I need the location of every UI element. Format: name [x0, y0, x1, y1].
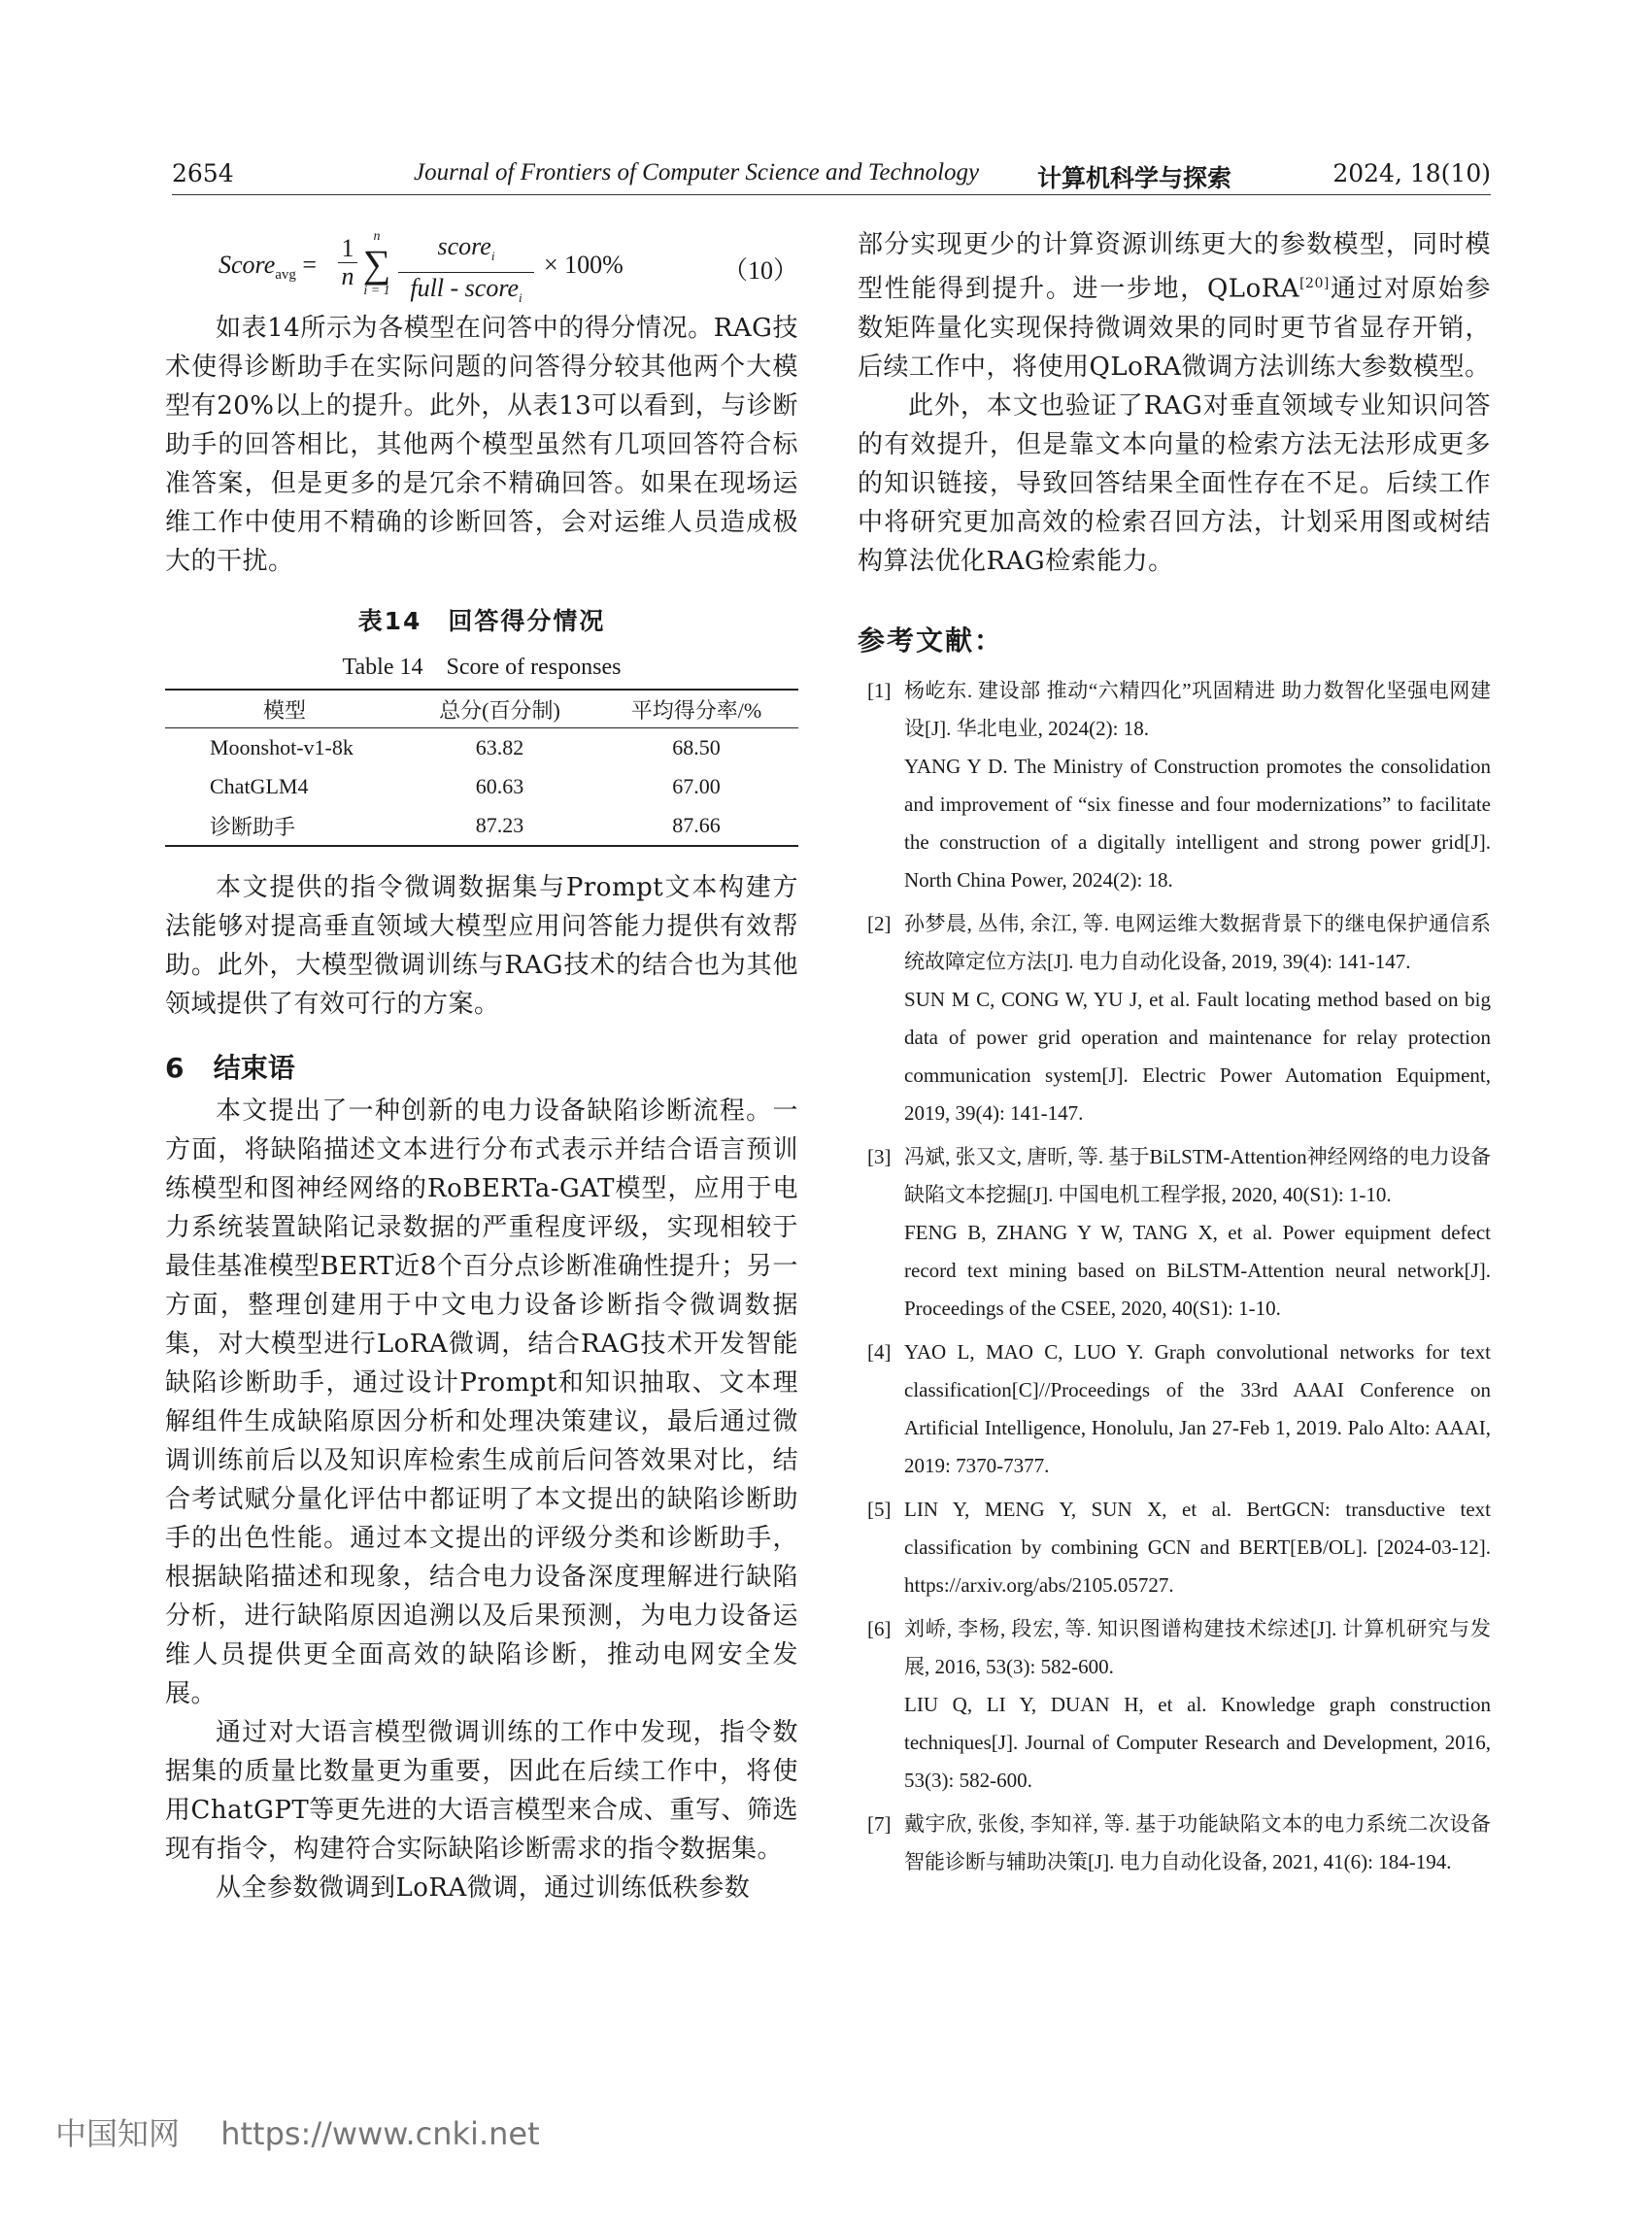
equation-fraction: $\frac{1}{n}$	[338, 235, 357, 290]
journal-name-en: Journal of Frontiers of Computer Science and Technology	[414, 159, 980, 186]
body-paragraph: 本文提出了一种创新的电力设备缺陷诊断流程。一方面，将缺陷描述文本进行分布式表示并结合语言预训练模型和图神经网络的RoBERTa-GAT模型，应用于电力系统装置缺陷记录数据的严重程度评级，实现相较于最佳基准模型BERT近8个百分点诊断准确性提升；另一方面，整理创建用于中文电力设备诊断指令微调数据集，对大模型进行LoRA微调，结合RAG技术开发智能缺陷诊断助手，通过设计Prompt和知识抽取、文本理解组件生成缺陷原因分析和处理决策建议，最后通过微调训练前后以及知识库检索生成前后问答效果对比，结合考试赋分量化评估中都证明了本文提出的缺陷诊断助手的出色性能。通过本文提出的评级分类和诊断助手，根据缺陷描述和现象，结合电力设备深度理解进行缺陷分析，进行缺陷原因追溯以及后果预测，为电力设备运维人员提供更全面高效的缺陷诊断，推动电网安全发展。	[165, 1096, 798, 1708]
column-header: 模型	[165, 690, 405, 728]
section-heading	[165, 1047, 798, 1086]
table-cell: 68.50	[672, 735, 721, 759]
table-cell: 87.66	[672, 813, 721, 837]
running-header	[172, 155, 1491, 195]
summation-symbol: n ∑ i = 1	[362, 229, 391, 298]
table-row	[165, 728, 798, 768]
cnki-watermark	[55, 2109, 540, 2154]
reference-text-cn: 刘峤, 李杨, 段宏, 等. 知识图谱构建技术综述[J]. 计算机研究与发展, 2016, 53(3): 582-600.	[904, 1616, 1491, 1678]
reference-text-en: FENG B, ZHANG Y W, TANG X, et al. Power equipment defect record text mining based on BiLSTM-Attention neural network[J]. Proceedings of the CSEE, 2020, 40(S1): 1-10.	[904, 1220, 1491, 1320]
citation: [20]	[1299, 276, 1330, 291]
score-table	[165, 689, 798, 847]
reference-number: [5]	[867, 1497, 892, 1521]
table-cell: Moonshot-v1-8k	[210, 735, 354, 759]
reference-number: [4]	[867, 1339, 892, 1364]
section-title: 结束语	[213, 1052, 295, 1084]
reference-text-cn: 孙梦晨, 丛伟, 余江, 等. 电网运维大数据背景下的继电保护通信系统故障定位方法[J]. 电力自动化设备, 2019, 39(4): 141-147.	[904, 911, 1491, 973]
table-cell: 67.00	[672, 774, 721, 798]
table-row	[165, 806, 798, 846]
equation-tail: × 100%	[544, 251, 624, 279]
table-header-row	[165, 690, 798, 728]
reference-number: [6]	[867, 1616, 892, 1640]
reference-number: [1]	[867, 678, 892, 702]
body-paragraph: 部分实现更少的计算资源训练更大的参数模型，同时模型性能得到提升。进一步地，QLoRA[20]通过对原始参数矩阵量化实现保持微调效果的同时更节省显存开销，后续工作中，将使用QLoRA微调方法训练大参数模型。	[858, 230, 1491, 382]
section-number: 6	[165, 1052, 185, 1084]
reference-item	[858, 905, 1491, 1132]
journal-name-cn: 计算机科学与探索	[1037, 164, 1232, 192]
reference-item	[858, 1610, 1491, 1800]
reference-number: [7]	[867, 1811, 892, 1836]
page-number: 2654	[172, 159, 234, 187]
table-cell: 诊断助手	[210, 814, 296, 839]
body-paragraph: 此外，本文也验证了RAG对垂直领域专业知识问答的有效提升，但是靠文本向量的检索方法无法形成更多的知识链接，导致回答结果全面性存在不足。后续工作中将研究更加高效的检索召回方法，计划采用图或树结构算法优化RAG检索能力。	[858, 390, 1491, 576]
body-paragraph: 通过对大语言模型微调训练的工作中发现，指令数据集的质量比数量更为重要，因此在后续工作中，将使用ChatGPT等更先进的大语言模型来合成、重写、筛选现有指令，构建符合实际缺陷诊断需求的指令数据集。	[165, 1718, 798, 1864]
reference-text-en: SUN M C, CONG W, YU J, et al. Fault locating method based on big data of power grid operation and maintenance for relay protection communication system[J]. Electric Power Automation Equipment, 2019, 39(4): 141-147.	[904, 987, 1491, 1125]
right-column	[858, 225, 1491, 1887]
body-paragraph: 从全参数微调到LoRA微调，通过训练低秩参数	[216, 1873, 751, 1903]
table-caption-en: Table 14 Score of responses	[342, 655, 622, 680]
reference-item	[858, 1138, 1491, 1328]
table-cell: 87.23	[475, 813, 524, 837]
column-header: 总分(百分制)	[405, 690, 594, 728]
watermark-site: 中国知网	[55, 2115, 181, 2152]
equation-number: （10）	[722, 256, 798, 285]
watermark-url: https://www.cnki.net	[220, 2115, 540, 2152]
table-row	[165, 767, 798, 806]
reference-number: [3]	[867, 1144, 892, 1168]
reference-number: [2]	[867, 911, 892, 935]
references-heading: 参考文献：	[858, 624, 1004, 657]
equation-10	[165, 225, 798, 305]
body-paragraph: 如表14所示为各模型在问答中的得分情况。RAG技术使得诊断助手在实际问题的问答得分较其他两个大模型有20%以上的提升。此外，从表13可以看到，与诊断助手的回答相比，其他两个模型虽然有几项回答符合标准答案，但是更多的是冗余不精确回答。如果在现场运维工作中使用不精确的诊断回答，会对运维人员造成极大的干扰。	[165, 314, 798, 576]
body-paragraph: 本文提供的指令微调数据集与Prompt文本构建方法能够对提高垂直领域大模型应用问答能力提供有效帮助。此外，大模型微调训练与RAG技术的结合也为其他领域提供了有效可行的方案。	[165, 873, 798, 1019]
reference-text-en: LIU Q, LI Y, DUAN H, et al. Knowledge graph construction techniques[J]. Journal of Computer Research and Development, 2016, 53(3): 582-600.	[904, 1692, 1491, 1792]
equation-lhs: Score$_{avg}$ =	[219, 251, 318, 284]
reference-item	[858, 1333, 1491, 1485]
equation-inner-fraction: score$_i$ full - score$_i$	[398, 231, 534, 314]
reference-text-en: LIN Y, MENG Y, SUN X, et al. BertGCN: transductive text classification by combining GCN and BERT[EB/OL]. [2024-03-12]. https://arxiv.org/abs/2105.05727.	[904, 1497, 1491, 1597]
table-cell: 63.82	[475, 735, 524, 759]
table-caption-cn: 表14 回答得分情况	[357, 607, 606, 635]
left-column	[165, 225, 798, 1907]
reference-text-en: YAO L, MAO C, LUO Y. Graph convolutional networks for text classification[C]//Proceedings of the 33rd AAAI Conference on Artificial Intelligence, Honolulu, Jan 27-Feb 1, 2019. Palo Alto: AAAI, 2019: 7370-7377.	[904, 1339, 1491, 1477]
volume-issue: 2024, 18(10)	[1332, 159, 1491, 187]
reference-item	[858, 1491, 1491, 1604]
reference-item	[858, 1805, 1491, 1881]
reference-text-en: YANG Y D. The Ministry of Construction promotes the consolidation and improvement of “six finesse and four modernizations” to facilitate the construction of a digitally intelligent and strong power grid[J]. North China Power, 2024(2): 18.	[904, 754, 1491, 892]
table-cell: ChatGLM4	[210, 774, 309, 798]
reference-text-cn: 戴宇欣, 张俊, 李知祥, 等. 基于功能缺陷文本的电力系统二次设备智能诊断与辅助决策[J]. 电力自动化设备, 2021, 41(6): 184-194.	[904, 1811, 1491, 1873]
reference-text-cn: 杨屹东. 建设部 推动“六精四化”巩固精进 助力数智化坚强电网建设[J]. 华北电业, 2024(2): 18.	[904, 678, 1491, 740]
reference-item	[858, 672, 1491, 899]
column-header: 平均得分率/%	[594, 690, 798, 728]
table-cell: 60.63	[475, 774, 524, 798]
reference-text-cn: 冯斌, 张又文, 唐昕, 等. 基于BiLSTM-Attention神经网络的电力设备缺陷文本挖掘[J]. 中国电机工程学报, 2020, 40(S1): 1-10.	[904, 1144, 1491, 1206]
